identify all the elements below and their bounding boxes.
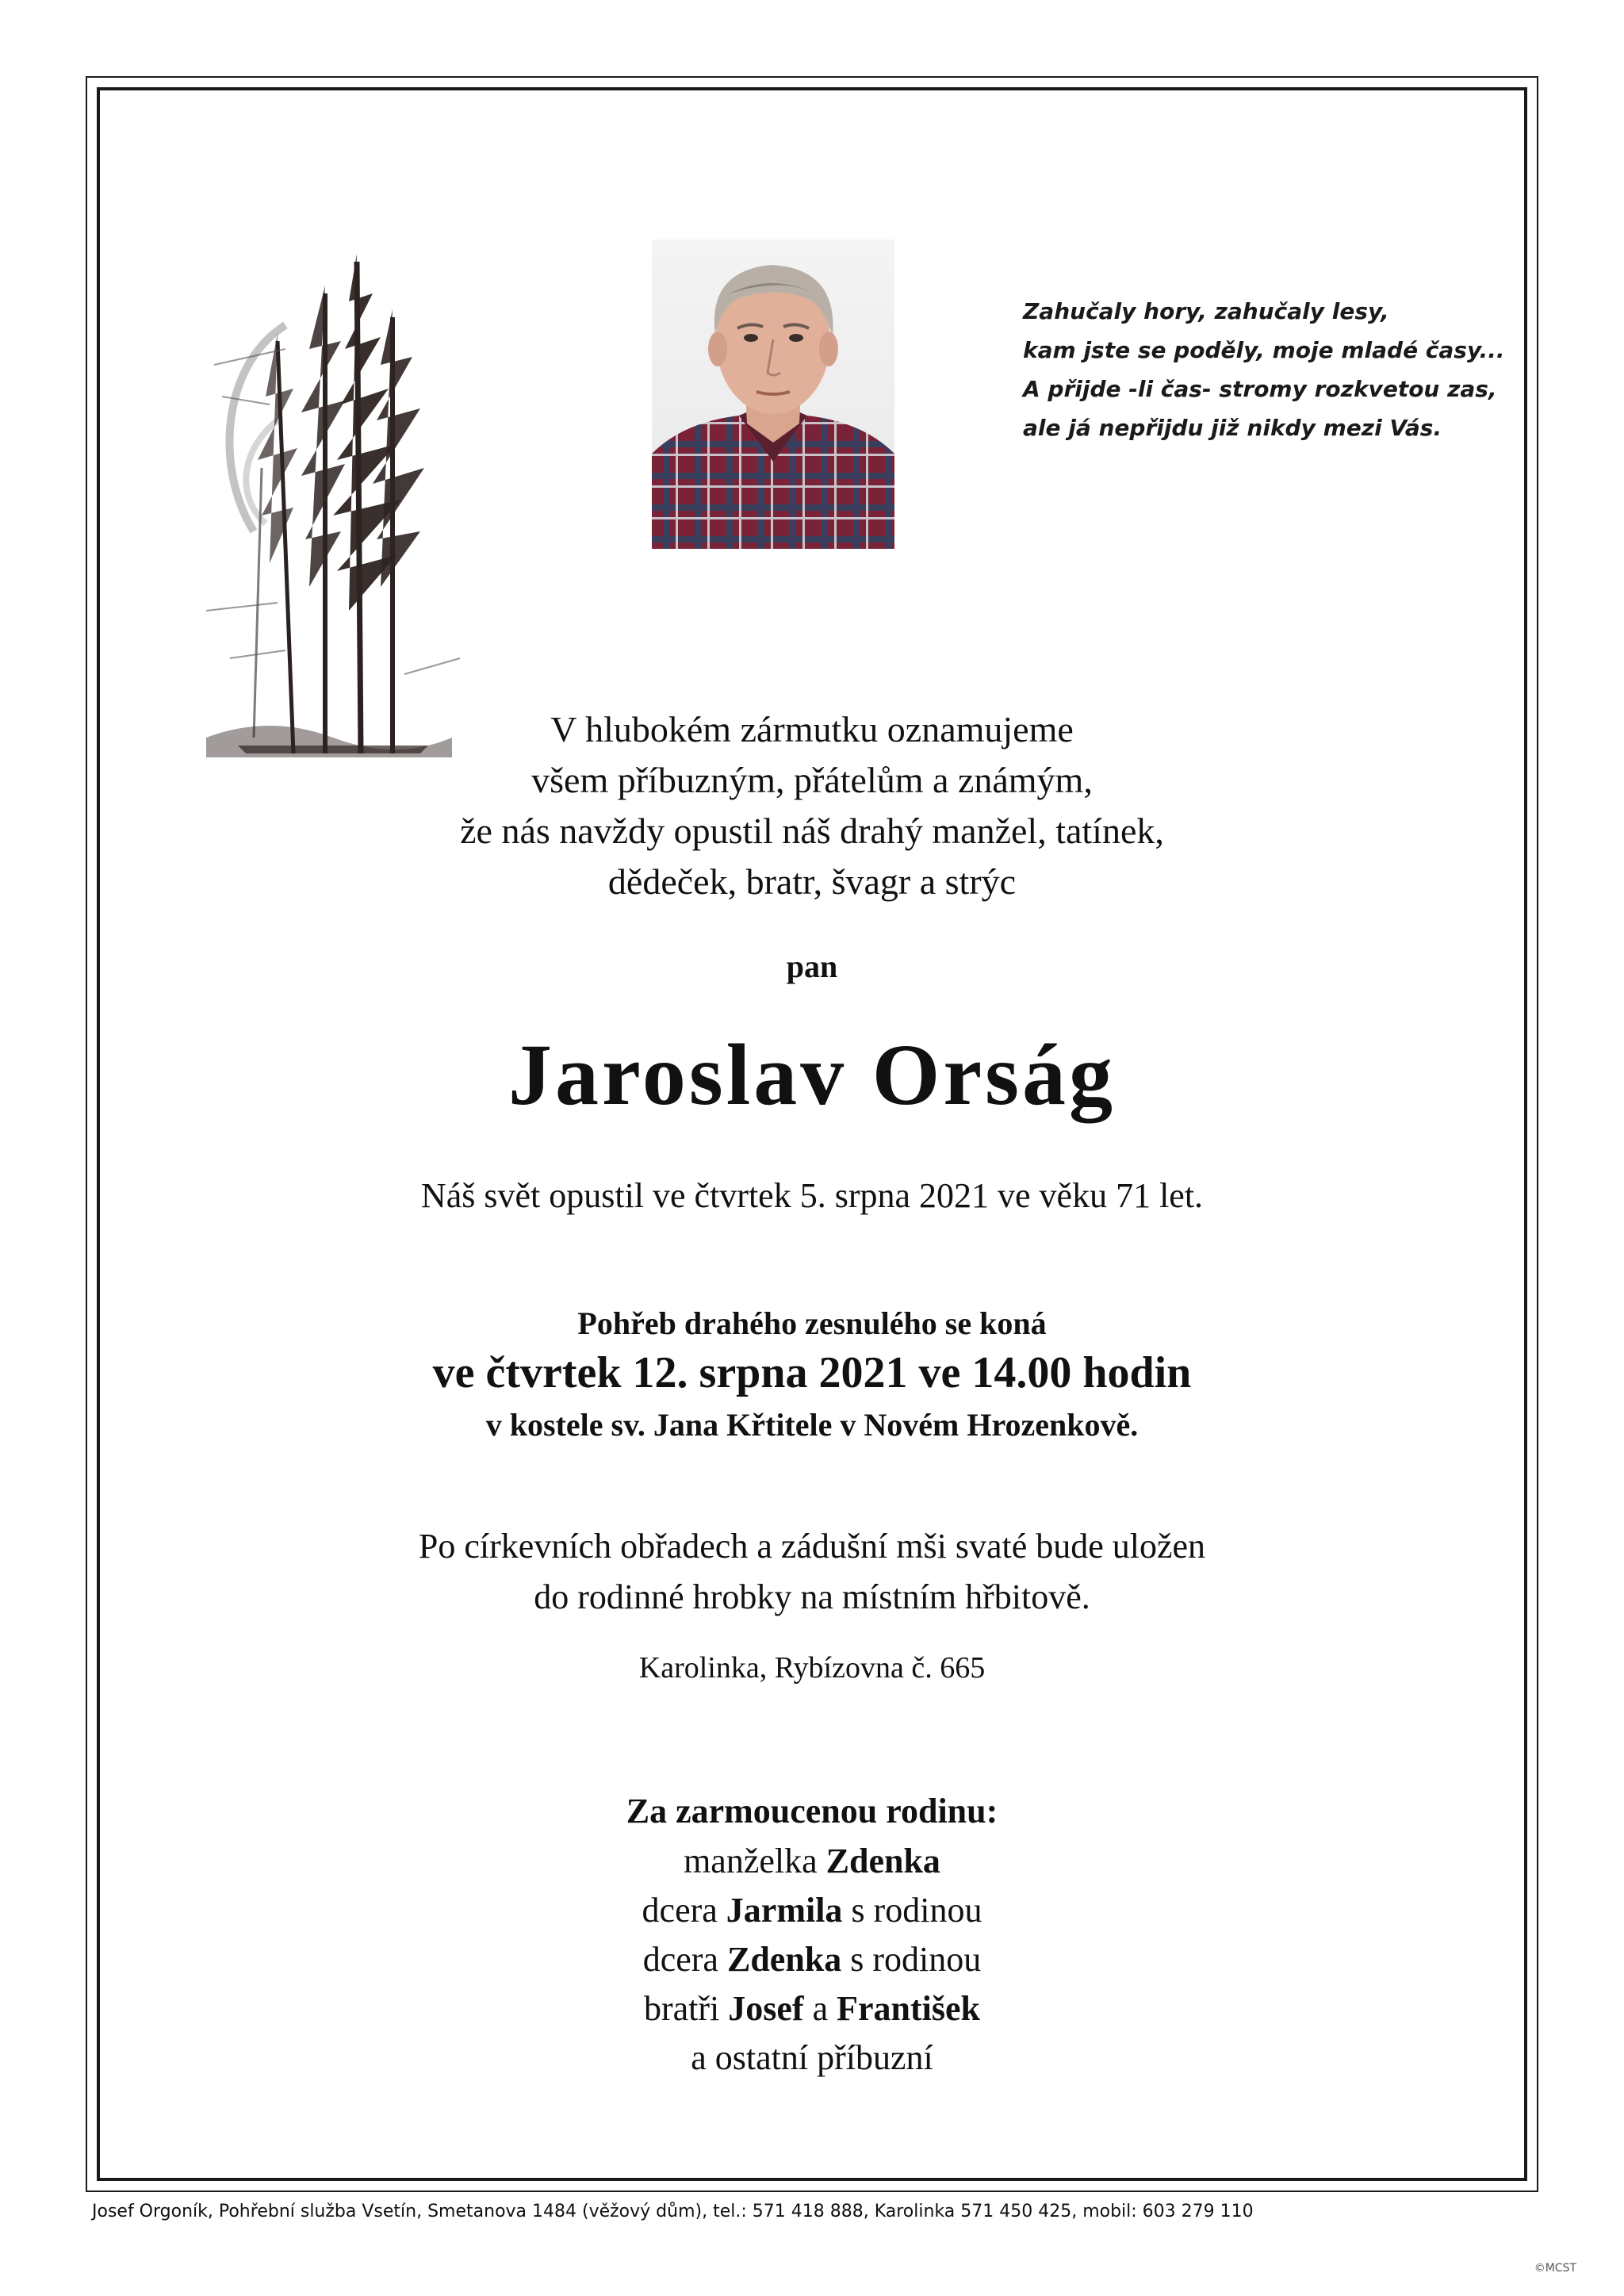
member-name: Josef <box>728 1989 804 2028</box>
death-notice: Náš svět opustil ve čtvrtek 5. srpna 2021 ve věku 71 let. <box>420 1176 1204 1215</box>
copyright-mark: ©MCST <box>1534 2262 1576 2275</box>
funeral-title: Pohřeb drahého zesnulého se koná <box>577 1305 1047 1341</box>
family-member-line <box>97 1984 1527 2033</box>
intro-line: všem příbuzným, přátelům a známým, <box>531 760 1093 800</box>
member-name: Zdenka <box>726 1940 842 1979</box>
family-member-line <box>97 1837 1527 1886</box>
relation-suffix: s rodinou <box>841 1940 982 1979</box>
family-member-line <box>97 1886 1527 1935</box>
verse-line: A přijde -li čas- stromy rozkvetou zas, <box>1023 376 1497 402</box>
family-address: Karolinka, Rybízovna č. 665 <box>638 1651 986 1685</box>
funeral-place: v kostele sv. Jana Křtitele v Novém Hrozenkově. <box>485 1407 1139 1443</box>
verse-line: kam jste se poděly, moje mladé časy... <box>1023 337 1505 363</box>
relation-text: bratři <box>643 1989 729 2028</box>
relation-text: dcera <box>642 1940 727 1979</box>
verse-line: ale já nepřijdu již nikdy mezi Vás. <box>1023 415 1442 441</box>
pine-trees-icon <box>190 230 492 785</box>
burial-rites <box>97 1521 1527 1623</box>
relation-text: dcera <box>642 1891 726 1930</box>
relation-conjunction: a <box>803 1989 837 2028</box>
funeral-date: ve čtvrtek 12. srpna 2021 ve 14.00 hodin <box>432 1348 1192 1397</box>
memorial-verse <box>1023 292 1505 447</box>
member-name: František <box>837 1989 981 2028</box>
intro-line: že nás navždy opustil náš drahý manžel, tatínek, <box>460 811 1164 851</box>
portrait-photo-icon <box>652 240 894 549</box>
relation-text: manželka <box>684 1842 826 1880</box>
member-name: Zdenka <box>825 1842 940 1880</box>
family-heading: Za zarmoucenou rodinu: <box>626 1792 998 1830</box>
rites-line: do rodinné hrobky na místním hřbitově. <box>534 1577 1090 1616</box>
announcement-intro <box>97 704 1527 907</box>
honorific: pan <box>786 949 838 984</box>
relation-suffix: s rodinou <box>842 1891 982 1930</box>
rites-line: Po církevních obřadech a zádušní mši svaté bude uložen <box>418 1527 1206 1566</box>
family-member-line <box>97 2033 1527 2083</box>
family-list <box>97 1837 1527 2083</box>
intro-line: V hlubokém zármutku oznamujeme <box>550 709 1074 749</box>
family-member-line <box>97 1935 1527 1984</box>
deceased-name: Jaroslav Orság <box>508 1026 1116 1123</box>
verse-line: Zahučaly hory, zahučaly lesy, <box>1023 298 1389 324</box>
funeral-service-footer: Josef Orgoník, Pohřební služba Vsetín, Smetanova 1484 (věžový dům), tel.: 571 418 888, Karolinka 571 450 425, mobil: 603 279 110 <box>92 2202 1254 2221</box>
relation-text: a ostatní příbuzní <box>691 2038 933 2077</box>
intro-line: dědeček, bratr, švagr a strýc <box>607 861 1017 902</box>
member-name: Jarmila <box>726 1891 843 1930</box>
